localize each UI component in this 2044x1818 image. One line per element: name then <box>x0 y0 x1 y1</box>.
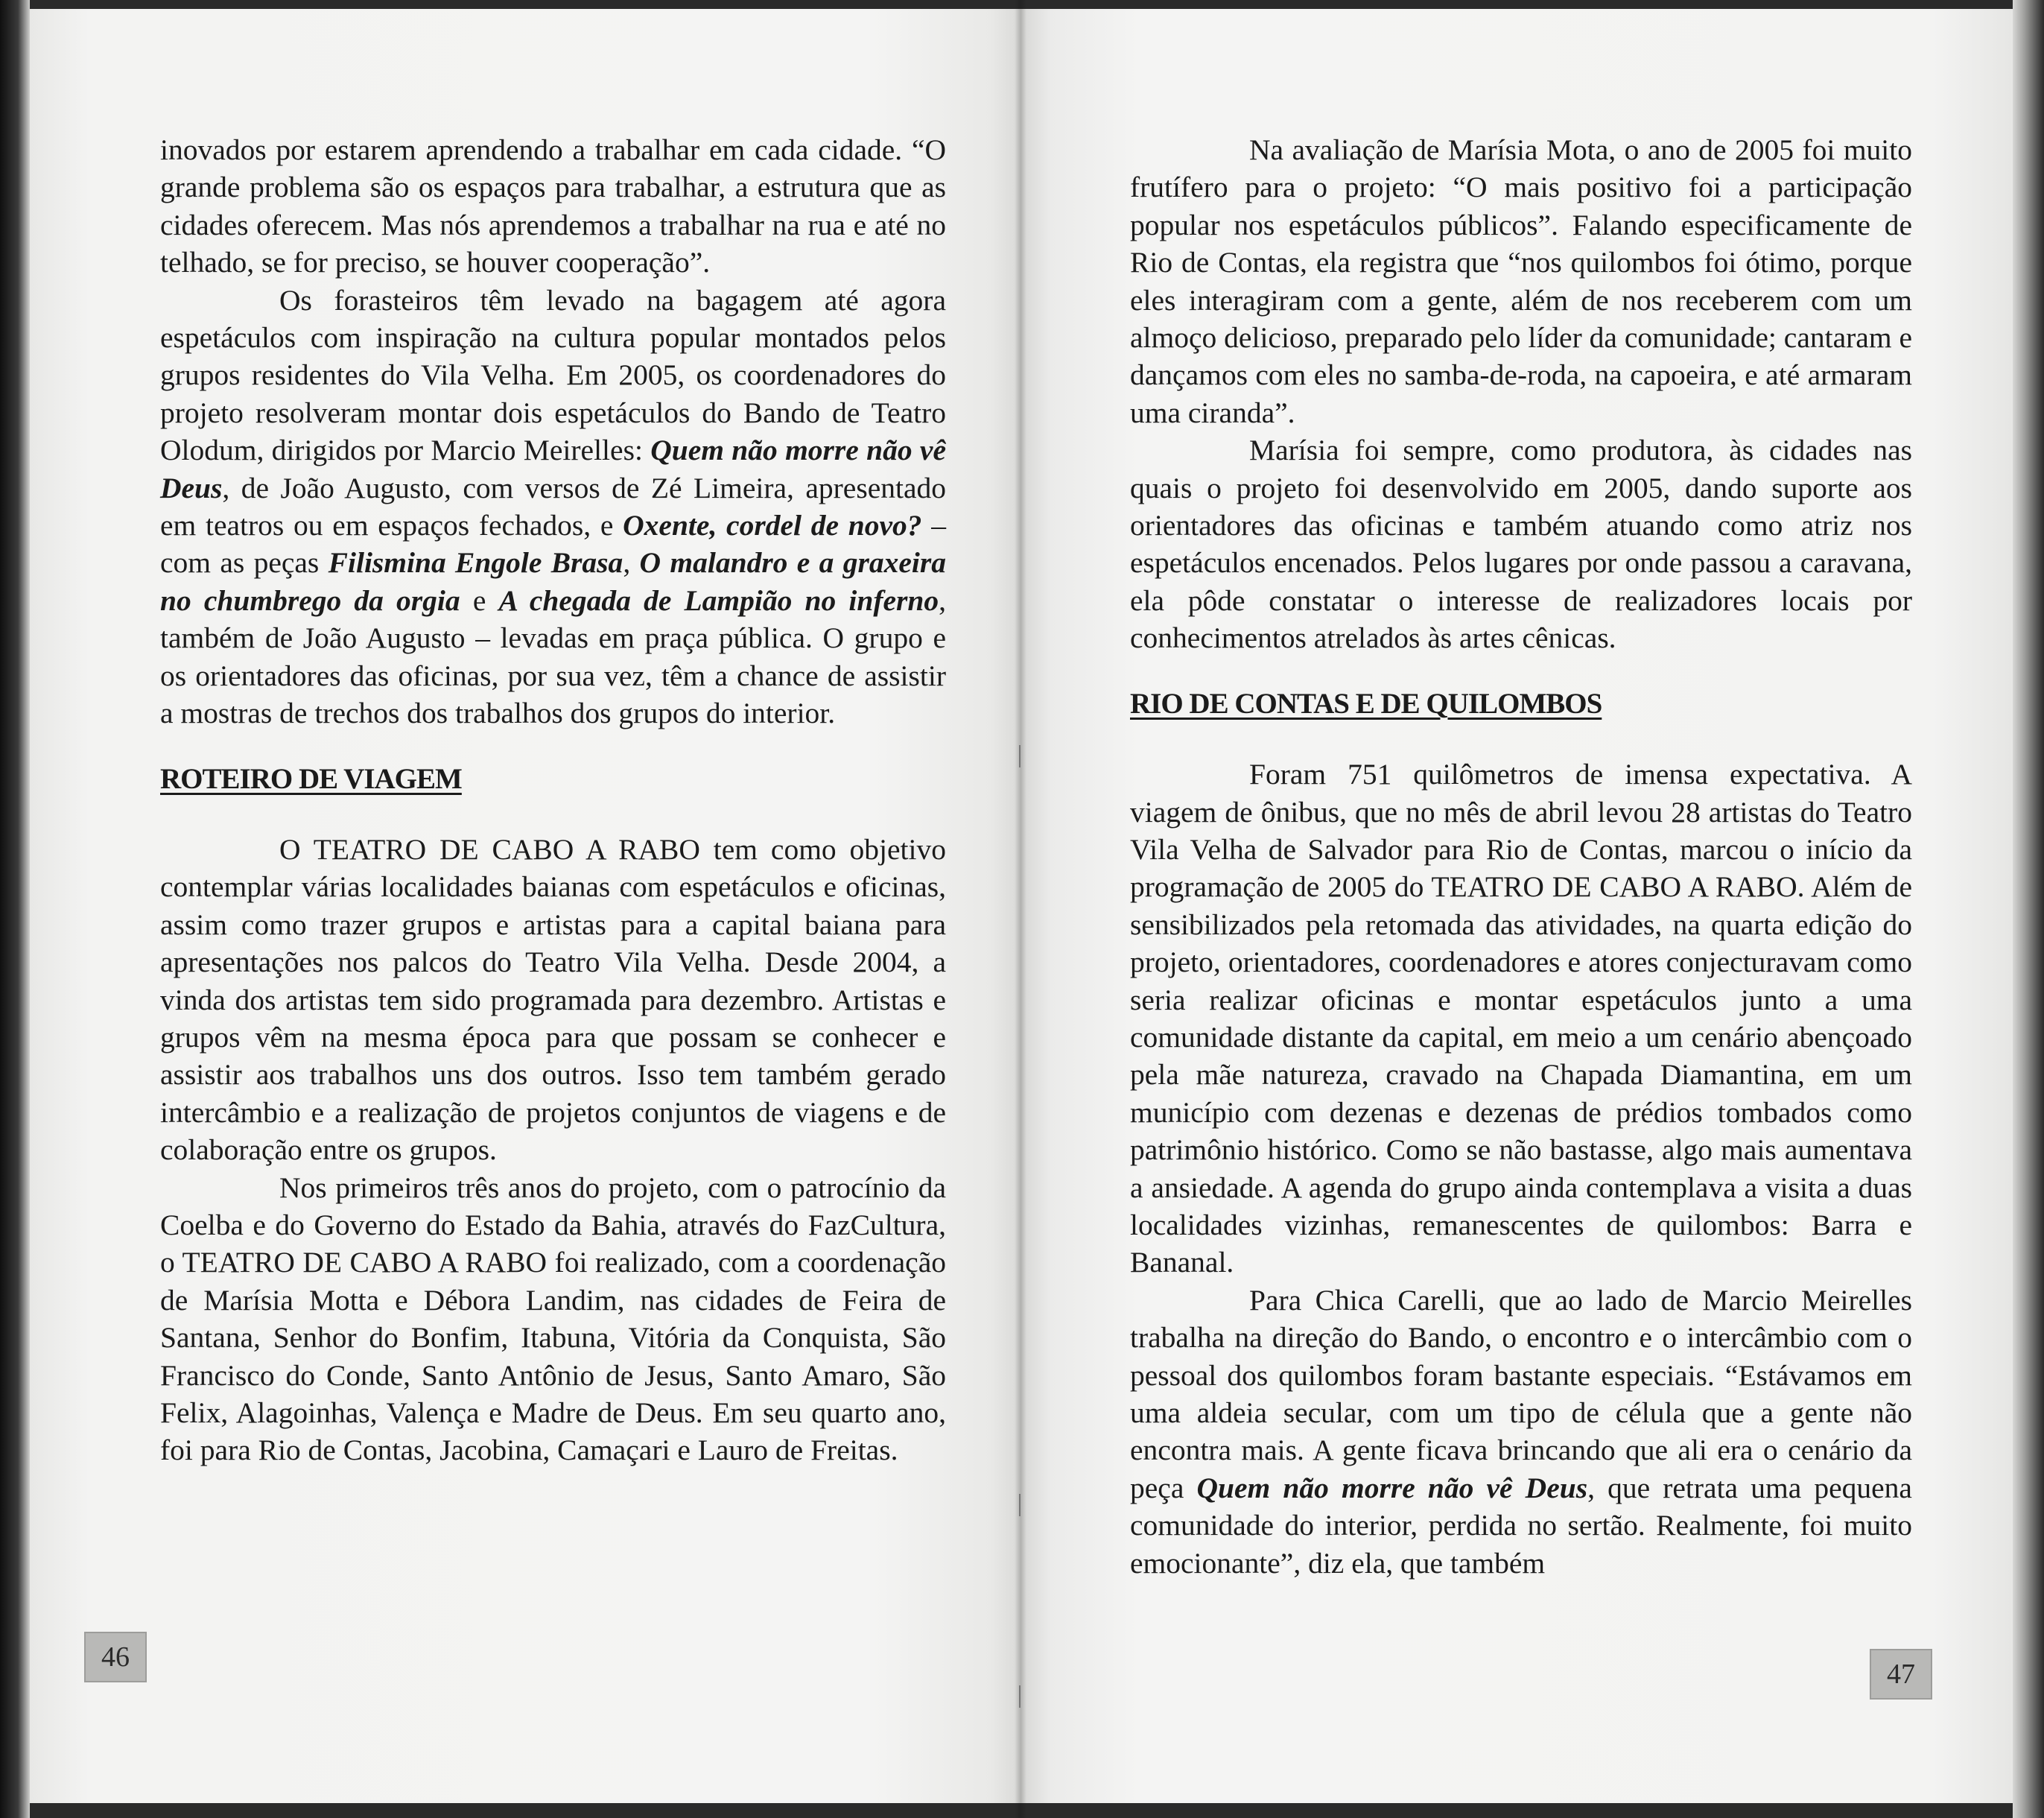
page-number-left: 46 <box>84 1632 147 1682</box>
gutter-mark <box>1019 1685 1021 1708</box>
play-title: O malandro e a graxeira no chumbrego da orgia <box>160 546 946 617</box>
paragraph <box>1130 1282 1912 1582</box>
play-title: Oxente, cordel de novo? <box>623 509 922 542</box>
text-run: , também de João Augusto – levadas em praça pública. O grupo e os orientadores das oficinas, por sua vez, têm a chance de assistir a mostras de trechos dos trabalhos dos grupos do interior. <box>160 583 946 730</box>
text-run: , <box>623 546 640 580</box>
text-run: e <box>460 583 499 617</box>
text-run: Para Chica Carelli, que ao lado de Marcio Meirelles trabalha na direção do Bando, o encontro e o intercâmbio com o pessoal dos quilombos foram bastante especiais. “Estávamos em uma aldeia secular, com um tipo de célula que a gente não encontra mais. A gente ficava brincando que ali era o cenário da peça <box>1130 1283 1912 1504</box>
gutter-mark <box>1019 1494 1021 1516</box>
book-edge-right <box>2013 0 2044 1818</box>
play-title: Quem não morre não vê Deus <box>160 434 946 504</box>
section-heading: RIO DE CONTAS E DE QUILOMBOS <box>1130 687 1602 720</box>
paragraph: Na avaliação de Marísia Mota, o ano de 2005 foi muito frutífero para o projeto: “O mais positivo foi a participação popular nos espetáculos públicos”. Falando especificamente de Rio de Contas, ela registra que “nos quilombos foi ótimo, porque eles interagiram com a gente, além de nos receberem com um almoço delicioso, preparado pelo líder da comunidade; cantaram e dançamos com eles no samba-de-roda, na capoeira, e até armaram uma ciranda”. <box>1130 133 1912 429</box>
paragraph: Nos primeiros três anos do projeto, com o patrocínio da Coelba e do Governo do Estado da Bahia, através do FazCultura, o TEATRO DE CABO A RABO foi realizado, com a coordenação de Marísia Motta e Débora Landim, nas cidades de Feira de Santana, Senhor do Bonfim, Itabuna, Vitória da Conquista, São Francisco do Conde, Santo Antônio de Jesus, Santo Amaro, São Felix, Alagoinhas, Valença e Madre de Deus. Em seu quarto ano, foi para Rio de Contas, Jacobina, Camaçari e Lauro de Freitas. <box>160 1171 946 1467</box>
play-title: Filismina Engole Brasa <box>328 546 623 580</box>
left-page-text <box>160 131 946 1469</box>
paragraph: Marísia foi sempre, como produtora, às cidades nas quais o projeto foi desenvolvido em 2005, dando suporte aos orientadores das oficinas e também atuando como atriz nos espetáculos encenados. Pelos lugares por onde passou a caravana, ela pôde constatar o interesse de realizadores locais por conhecimentos atrelados às artes cênicas. <box>1130 434 1912 655</box>
play-title: A chegada de Lampião no inferno <box>498 583 939 617</box>
right-page-text <box>1130 131 1912 1582</box>
paragraph: O TEATRO DE CABO A RABO tem como objetivo contemplar várias localidades baianas com espetáculos e oficinas, assim como trazer grupos e artistas para a capital baiana para apresentações nos palcos do Teatro Vila Velha. Desde 2004, a vinda dos artistas tem sido programada para dezembro. Artistas e grupos vêm na mesma época para que possam se conhecer e assistir aos trabalhos uns dos outros. Isso tem também gerado intercâmbio e a realização de projetos conjuntos de viagens e de colaboração entre os grupos. <box>160 832 946 1167</box>
text-run: , que retrata uma pequena comunidade do interior, perdida no sertão. Realmente, foi muito emocionante”, diz ela, que também <box>1130 1471 1912 1580</box>
section-heading: ROTEIRO DE VIAGEM <box>160 762 462 795</box>
paragraph: inovados por estarem aprendendo a trabalhar em cada cidade. “O grande problema são os espaços para trabalhar, a estrutura que as cidades oferecem. Mas nós aprendemos a trabalhar na rua e até no telhado, se for preciso, se houver cooperação”. <box>160 133 946 279</box>
text-run: , de João Augusto, com versos de Zé Limeira, apresentado em teatros ou em espaços fechados, e <box>160 471 946 542</box>
text-run: Os forasteiros têm levado na bagagem até agora espetáculos com inspiração na cultura popular montados pelos grupos residentes do Vila Velha. Em 2005, os coordenadores do projeto resolveram montar dois espetáculos do Bando de Teatro Olodum, dirigidos por Marcio Meirelles: <box>160 283 946 467</box>
paragraph: Foram 751 quilômetros de imensa expectativa. A viagem de ônibus, que no mês de abril levou 28 artistas do Teatro Vila Velha de Salvador para Rio de Contas, marcou o início da programação de 2005 do TEATRO DE CABO A RABO. Além de sensibilizados pela retomada das atividades, na quarta edição do projeto, orientadores, coordenadores e atores conjecturavam como seria realizar oficinas e montar espetáculos junto a uma comunidade distante da capital, em meio a um cenário abençoado pela mãe natureza, cravado na Chapada Diamantina, em um município com dezenas e dezenas de prédios tombados como patrimônio histórico. Como se não bastasse, algo mais aumentava a ansiedade. A agenda do grupo ainda contemplava a visita a duas localidades vizinhas, remanescentes de quilombos: Barra e Bananal. <box>1130 758 1912 1279</box>
text-run: – com as peças <box>160 509 946 580</box>
paragraph <box>160 282 946 732</box>
gutter-mark <box>1019 745 1021 767</box>
play-title: Quem não morre não vê Deus <box>1196 1471 1588 1504</box>
book-edge-left <box>0 0 30 1818</box>
page-number-right: 47 <box>1870 1649 1932 1700</box>
